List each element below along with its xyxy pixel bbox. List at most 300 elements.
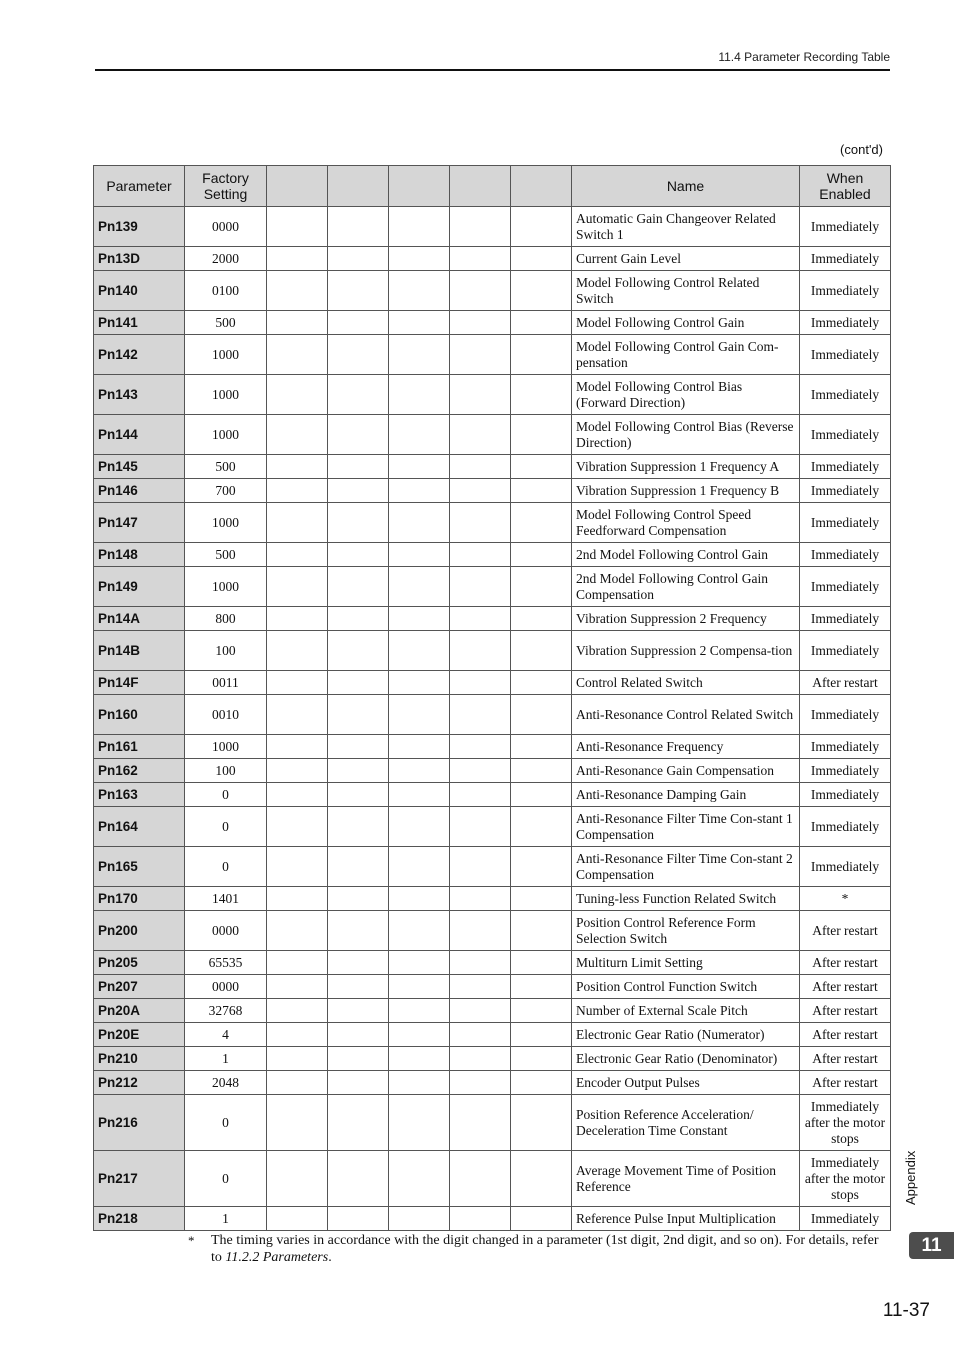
factory-setting-cell: 0100 bbox=[185, 271, 267, 311]
table-row bbox=[94, 1095, 891, 1151]
appendix-side-label: Appendix bbox=[903, 1150, 918, 1205]
record-cell-1 bbox=[267, 887, 328, 911]
record-cell-3 bbox=[389, 975, 450, 999]
record-cell-1 bbox=[267, 951, 328, 975]
record-cell-1 bbox=[267, 1207, 328, 1231]
parameter-code-cell: Pn212 bbox=[94, 1071, 185, 1095]
when-enabled-cell: After restart bbox=[800, 1071, 891, 1095]
when-enabled-cell: Immediately bbox=[800, 695, 891, 735]
table-row bbox=[94, 1047, 891, 1071]
record-cell-5 bbox=[511, 207, 572, 247]
record-cell-4 bbox=[450, 375, 511, 415]
record-cell-5 bbox=[511, 503, 572, 543]
parameter-name-cell: Anti-Resonance Gain Compensation bbox=[572, 759, 800, 783]
record-cell-1 bbox=[267, 247, 328, 271]
header-when-enabled: When Enabled bbox=[800, 166, 891, 207]
table-row bbox=[94, 1207, 891, 1231]
record-cell-3 bbox=[389, 271, 450, 311]
factory-setting-cell: 1401 bbox=[185, 887, 267, 911]
parameter-name-cell: Vibration Suppression 1 Frequency A bbox=[572, 455, 800, 479]
page-number: 11-37 bbox=[882, 1300, 930, 1321]
record-cell-2 bbox=[328, 1071, 389, 1095]
record-cell-2 bbox=[328, 607, 389, 631]
record-cell-1 bbox=[267, 455, 328, 479]
when-enabled-cell: Immediately bbox=[800, 207, 891, 247]
record-cell-2 bbox=[328, 455, 389, 479]
record-cell-5 bbox=[511, 1151, 572, 1207]
record-cell-2 bbox=[328, 415, 389, 455]
record-cell-5 bbox=[511, 1207, 572, 1231]
record-cell-2 bbox=[328, 503, 389, 543]
record-cell-3 bbox=[389, 1071, 450, 1095]
record-cell-2 bbox=[328, 999, 389, 1023]
when-enabled-cell: After restart bbox=[800, 671, 891, 695]
header-record-1 bbox=[267, 166, 328, 207]
parameter-name-cell: Anti-Resonance Damping Gain bbox=[572, 783, 800, 807]
header-rule bbox=[95, 69, 890, 71]
table-row bbox=[94, 975, 891, 999]
parameter-code-cell: Pn200 bbox=[94, 911, 185, 951]
table-row bbox=[94, 455, 891, 479]
record-cell-4 bbox=[450, 759, 511, 783]
factory-setting-cell: 1 bbox=[185, 1047, 267, 1071]
when-enabled-cell: Immediately bbox=[800, 479, 891, 503]
record-cell-2 bbox=[328, 1047, 389, 1071]
table-row bbox=[94, 807, 891, 847]
factory-setting-cell: 0 bbox=[185, 783, 267, 807]
record-cell-3 bbox=[389, 999, 450, 1023]
when-enabled-cell: Immediately bbox=[800, 415, 891, 455]
header-name: Name bbox=[572, 166, 800, 207]
record-cell-2 bbox=[328, 479, 389, 503]
record-cell-3 bbox=[389, 311, 450, 335]
parameter-code-cell: Pn160 bbox=[94, 695, 185, 735]
table-row bbox=[94, 911, 891, 951]
record-cell-2 bbox=[328, 887, 389, 911]
parameter-name-cell: Model Following Control Speed Feedforward Compensation bbox=[572, 503, 800, 543]
header-parameter: Parameter bbox=[94, 166, 185, 207]
table-row bbox=[94, 375, 891, 415]
record-cell-1 bbox=[267, 975, 328, 999]
record-cell-2 bbox=[328, 975, 389, 999]
record-cell-5 bbox=[511, 631, 572, 671]
record-cell-4 bbox=[450, 847, 511, 887]
record-cell-1 bbox=[267, 671, 328, 695]
record-cell-1 bbox=[267, 375, 328, 415]
record-cell-5 bbox=[511, 607, 572, 631]
record-cell-5 bbox=[511, 543, 572, 567]
factory-setting-cell: 500 bbox=[185, 311, 267, 335]
parameter-code-cell: Pn170 bbox=[94, 887, 185, 911]
parameter-code-cell: Pn216 bbox=[94, 1095, 185, 1151]
record-cell-1 bbox=[267, 847, 328, 887]
record-cell-2 bbox=[328, 671, 389, 695]
when-enabled-cell: Immediately bbox=[800, 375, 891, 415]
record-cell-4 bbox=[450, 735, 511, 759]
parameter-name-cell: Number of External Scale Pitch bbox=[572, 999, 800, 1023]
when-enabled-cell: Immediately bbox=[800, 335, 891, 375]
record-cell-5 bbox=[511, 455, 572, 479]
record-cell-5 bbox=[511, 271, 572, 311]
record-cell-3 bbox=[389, 887, 450, 911]
record-cell-3 bbox=[389, 695, 450, 735]
parameter-code-cell: Pn148 bbox=[94, 543, 185, 567]
factory-setting-cell: 500 bbox=[185, 543, 267, 567]
record-cell-4 bbox=[450, 911, 511, 951]
record-cell-3 bbox=[389, 415, 450, 455]
record-cell-2 bbox=[328, 951, 389, 975]
record-cell-1 bbox=[267, 807, 328, 847]
when-enabled-cell: Immediately bbox=[800, 543, 891, 567]
table-header-row bbox=[94, 166, 891, 207]
record-cell-1 bbox=[267, 479, 328, 503]
parameter-code-cell: Pn161 bbox=[94, 735, 185, 759]
parameter-code-cell: Pn164 bbox=[94, 807, 185, 847]
parameter-name-cell: Vibration Suppression 1 Frequency B bbox=[572, 479, 800, 503]
parameter-code-cell: Pn143 bbox=[94, 375, 185, 415]
record-cell-1 bbox=[267, 911, 328, 951]
table-row bbox=[94, 847, 891, 887]
record-cell-5 bbox=[511, 887, 572, 911]
factory-setting-cell: 2048 bbox=[185, 1071, 267, 1095]
factory-setting-cell: 65535 bbox=[185, 951, 267, 975]
when-enabled-cell: Immediately bbox=[800, 807, 891, 847]
record-cell-2 bbox=[328, 335, 389, 375]
record-cell-3 bbox=[389, 207, 450, 247]
when-enabled-cell: After restart bbox=[800, 999, 891, 1023]
record-cell-2 bbox=[328, 543, 389, 567]
record-cell-4 bbox=[450, 503, 511, 543]
footnote-end: . bbox=[328, 1250, 332, 1265]
record-cell-4 bbox=[450, 1071, 511, 1095]
factory-setting-cell: 1000 bbox=[185, 375, 267, 415]
record-cell-3 bbox=[389, 455, 450, 479]
record-cell-2 bbox=[328, 631, 389, 671]
record-cell-3 bbox=[389, 759, 450, 783]
record-cell-4 bbox=[450, 543, 511, 567]
table-row bbox=[94, 999, 891, 1023]
parameter-name-cell: 2nd Model Following Control Gain Compensation bbox=[572, 567, 800, 607]
parameter-code-cell: Pn165 bbox=[94, 847, 185, 887]
record-cell-5 bbox=[511, 735, 572, 759]
table-row bbox=[94, 1023, 891, 1047]
table-body bbox=[94, 207, 891, 1231]
parameter-code-cell: Pn145 bbox=[94, 455, 185, 479]
factory-setting-cell: 0000 bbox=[185, 207, 267, 247]
record-cell-5 bbox=[511, 311, 572, 335]
parameter-name-cell: Position Control Reference Form Selection Switch bbox=[572, 911, 800, 951]
header-record-5 bbox=[511, 166, 572, 207]
parameter-name-cell: Position Reference Acceleration/ Deceleration Time Constant bbox=[572, 1095, 800, 1151]
parameter-code-cell: Pn217 bbox=[94, 1151, 185, 1207]
when-enabled-cell: Immediately bbox=[800, 271, 891, 311]
record-cell-3 bbox=[389, 1151, 450, 1207]
parameter-name-cell: Automatic Gain Changeover Related Switch 1 bbox=[572, 207, 800, 247]
record-cell-3 bbox=[389, 1047, 450, 1071]
record-cell-5 bbox=[511, 1095, 572, 1151]
record-cell-4 bbox=[450, 783, 511, 807]
factory-setting-cell: 1000 bbox=[185, 335, 267, 375]
factory-setting-cell: 500 bbox=[185, 455, 267, 479]
when-enabled-cell: Immediately bbox=[800, 735, 891, 759]
record-cell-4 bbox=[450, 1047, 511, 1071]
when-enabled-cell: After restart bbox=[800, 1023, 891, 1047]
record-cell-5 bbox=[511, 759, 572, 783]
parameter-name-cell: Reference Pulse Input Multiplication bbox=[572, 1207, 800, 1231]
record-cell-1 bbox=[267, 1047, 328, 1071]
factory-setting-cell: 100 bbox=[185, 759, 267, 783]
record-cell-4 bbox=[450, 1207, 511, 1231]
record-cell-4 bbox=[450, 271, 511, 311]
record-cell-4 bbox=[450, 1023, 511, 1047]
parameter-name-cell: Electronic Gear Ratio (Numerator) bbox=[572, 1023, 800, 1047]
when-enabled-cell: Immediately bbox=[800, 503, 891, 543]
factory-setting-cell: 2000 bbox=[185, 247, 267, 271]
parameter-code-cell: Pn162 bbox=[94, 759, 185, 783]
header-factory-setting: Factory Setting bbox=[185, 166, 267, 207]
table-row bbox=[94, 695, 891, 735]
record-cell-5 bbox=[511, 479, 572, 503]
parameter-code-cell: Pn149 bbox=[94, 567, 185, 607]
record-cell-2 bbox=[328, 807, 389, 847]
table-row bbox=[94, 415, 891, 455]
when-enabled-cell: Immediately bbox=[800, 455, 891, 479]
when-enabled-cell: Immediately bbox=[800, 783, 891, 807]
factory-setting-cell: 0 bbox=[185, 1095, 267, 1151]
record-cell-2 bbox=[328, 271, 389, 311]
record-cell-4 bbox=[450, 455, 511, 479]
record-cell-4 bbox=[450, 1151, 511, 1207]
record-cell-4 bbox=[450, 311, 511, 335]
record-cell-2 bbox=[328, 311, 389, 335]
factory-setting-cell: 0011 bbox=[185, 671, 267, 695]
parameter-name-cell: Anti-Resonance Control Related Switch bbox=[572, 695, 800, 735]
record-cell-5 bbox=[511, 847, 572, 887]
parameter-table bbox=[93, 165, 891, 1231]
when-enabled-cell: After restart bbox=[800, 1047, 891, 1071]
factory-setting-cell: 0 bbox=[185, 847, 267, 887]
table-row bbox=[94, 1151, 891, 1207]
record-cell-3 bbox=[389, 247, 450, 271]
record-cell-3 bbox=[389, 807, 450, 847]
table-row bbox=[94, 271, 891, 311]
record-cell-1 bbox=[267, 503, 328, 543]
parameter-name-cell: Vibration Suppression 2 Compensa-tion bbox=[572, 631, 800, 671]
record-cell-2 bbox=[328, 207, 389, 247]
record-cell-5 bbox=[511, 1047, 572, 1071]
record-cell-2 bbox=[328, 1207, 389, 1231]
record-cell-3 bbox=[389, 543, 450, 567]
record-cell-1 bbox=[267, 607, 328, 631]
record-cell-5 bbox=[511, 1023, 572, 1047]
when-enabled-cell: After restart bbox=[800, 911, 891, 951]
record-cell-2 bbox=[328, 1023, 389, 1047]
when-enabled-cell: Immediately bbox=[800, 847, 891, 887]
when-enabled-cell: Immediately bbox=[800, 607, 891, 631]
record-cell-1 bbox=[267, 1071, 328, 1095]
factory-setting-cell: 700 bbox=[185, 479, 267, 503]
record-cell-3 bbox=[389, 847, 450, 887]
record-cell-3 bbox=[389, 631, 450, 671]
record-cell-2 bbox=[328, 735, 389, 759]
record-cell-1 bbox=[267, 1023, 328, 1047]
footnote-text-block bbox=[211, 1232, 881, 1266]
table-row bbox=[94, 1071, 891, 1095]
factory-setting-cell: 1000 bbox=[185, 415, 267, 455]
when-enabled-cell: * bbox=[800, 887, 891, 911]
table-row bbox=[94, 543, 891, 567]
table-row bbox=[94, 631, 891, 671]
record-cell-4 bbox=[450, 631, 511, 671]
factory-setting-cell: 0000 bbox=[185, 975, 267, 999]
parameter-code-cell: Pn20A bbox=[94, 999, 185, 1023]
factory-setting-cell: 1000 bbox=[185, 735, 267, 759]
parameter-name-cell: Anti-Resonance Filter Time Con-stant 2 Compensation bbox=[572, 847, 800, 887]
when-enabled-cell: After restart bbox=[800, 951, 891, 975]
record-cell-4 bbox=[450, 607, 511, 631]
record-cell-1 bbox=[267, 311, 328, 335]
record-cell-4 bbox=[450, 247, 511, 271]
parameter-code-cell: Pn218 bbox=[94, 1207, 185, 1231]
header-record-4 bbox=[450, 166, 511, 207]
factory-setting-cell: 0000 bbox=[185, 911, 267, 951]
parameter-name-cell: Control Related Switch bbox=[572, 671, 800, 695]
record-cell-2 bbox=[328, 1095, 389, 1151]
record-cell-5 bbox=[511, 375, 572, 415]
section-header: 11.4 Parameter Recording Table bbox=[718, 50, 890, 64]
record-cell-4 bbox=[450, 335, 511, 375]
record-cell-4 bbox=[450, 975, 511, 999]
when-enabled-cell: Immediately bbox=[800, 311, 891, 335]
record-cell-1 bbox=[267, 207, 328, 247]
record-cell-2 bbox=[328, 695, 389, 735]
parameter-name-cell: Encoder Output Pulses bbox=[572, 1071, 800, 1095]
record-cell-4 bbox=[450, 695, 511, 735]
record-cell-3 bbox=[389, 671, 450, 695]
record-cell-5 bbox=[511, 335, 572, 375]
record-cell-3 bbox=[389, 735, 450, 759]
record-cell-5 bbox=[511, 975, 572, 999]
record-cell-3 bbox=[389, 783, 450, 807]
table-row bbox=[94, 335, 891, 375]
record-cell-1 bbox=[267, 759, 328, 783]
record-cell-3 bbox=[389, 1095, 450, 1151]
record-cell-2 bbox=[328, 375, 389, 415]
record-cell-3 bbox=[389, 1207, 450, 1231]
record-cell-5 bbox=[511, 783, 572, 807]
parameter-name-cell: Model Following Control Bias (Reverse Direction) bbox=[572, 415, 800, 455]
record-cell-2 bbox=[328, 783, 389, 807]
table-row bbox=[94, 759, 891, 783]
record-cell-5 bbox=[511, 807, 572, 847]
record-cell-2 bbox=[328, 1151, 389, 1207]
parameter-name-cell: Model Following Control Related Switch bbox=[572, 271, 800, 311]
record-cell-1 bbox=[267, 567, 328, 607]
when-enabled-cell: Immediately after the motor stops bbox=[800, 1095, 891, 1151]
record-cell-3 bbox=[389, 479, 450, 503]
record-cell-1 bbox=[267, 415, 328, 455]
record-cell-2 bbox=[328, 247, 389, 271]
table-row bbox=[94, 735, 891, 759]
record-cell-1 bbox=[267, 335, 328, 375]
record-cell-5 bbox=[511, 567, 572, 607]
parameter-name-cell: Anti-Resonance Filter Time Con-stant 1 Compensation bbox=[572, 807, 800, 847]
record-cell-2 bbox=[328, 759, 389, 783]
factory-setting-cell: 1000 bbox=[185, 503, 267, 543]
parameter-name-cell: 2nd Model Following Control Gain bbox=[572, 543, 800, 567]
table-row bbox=[94, 783, 891, 807]
parameter-name-cell: Current Gain Level bbox=[572, 247, 800, 271]
record-cell-3 bbox=[389, 951, 450, 975]
record-cell-2 bbox=[328, 911, 389, 951]
record-cell-4 bbox=[450, 887, 511, 911]
parameter-code-cell: Pn147 bbox=[94, 503, 185, 543]
record-cell-4 bbox=[450, 999, 511, 1023]
record-cell-4 bbox=[450, 567, 511, 607]
table-row bbox=[94, 207, 891, 247]
factory-setting-cell: 32768 bbox=[185, 999, 267, 1023]
parameter-name-cell: Position Control Function Switch bbox=[572, 975, 800, 999]
table-row bbox=[94, 887, 891, 911]
parameter-code-cell: Pn142 bbox=[94, 335, 185, 375]
record-cell-5 bbox=[511, 999, 572, 1023]
when-enabled-cell: After restart bbox=[800, 975, 891, 999]
table-row bbox=[94, 311, 891, 335]
footnote-reference-link[interactable]: 11.2.2 Parameters bbox=[225, 1250, 329, 1265]
parameter-code-cell: Pn163 bbox=[94, 783, 185, 807]
table-row bbox=[94, 479, 891, 503]
record-cell-3 bbox=[389, 911, 450, 951]
when-enabled-cell: Immediately bbox=[800, 1207, 891, 1231]
header-record-2 bbox=[328, 166, 389, 207]
record-cell-4 bbox=[450, 807, 511, 847]
parameter-code-cell: Pn146 bbox=[94, 479, 185, 503]
record-cell-5 bbox=[511, 415, 572, 455]
factory-setting-cell: 100 bbox=[185, 631, 267, 671]
record-cell-2 bbox=[328, 847, 389, 887]
parameter-name-cell: Average Movement Time of Position Reference bbox=[572, 1151, 800, 1207]
parameter-code-cell: Pn14B bbox=[94, 631, 185, 671]
record-cell-4 bbox=[450, 415, 511, 455]
record-cell-1 bbox=[267, 783, 328, 807]
record-cell-4 bbox=[450, 951, 511, 975]
parameter-code-cell: Pn14F bbox=[94, 671, 185, 695]
parameter-code-cell: Pn210 bbox=[94, 1047, 185, 1071]
parameter-code-cell: Pn14A bbox=[94, 607, 185, 631]
table-row bbox=[94, 247, 891, 271]
record-cell-3 bbox=[389, 503, 450, 543]
factory-setting-cell: 0010 bbox=[185, 695, 267, 735]
footnote-text: The timing varies in accordance with the digit changed in a parameter (1st digit, 2nd digit, and so on). For details, refer to bbox=[211, 1233, 879, 1265]
when-enabled-cell: Immediately bbox=[800, 631, 891, 671]
table-row bbox=[94, 671, 891, 695]
chapter-tab: 11 bbox=[909, 1232, 954, 1259]
parameter-code-cell: Pn139 bbox=[94, 207, 185, 247]
record-cell-1 bbox=[267, 543, 328, 567]
parameter-name-cell: Model Following Control Gain Com-pensation bbox=[572, 335, 800, 375]
record-cell-4 bbox=[450, 207, 511, 247]
factory-setting-cell: 4 bbox=[185, 1023, 267, 1047]
when-enabled-cell: Immediately after the motor stops bbox=[800, 1151, 891, 1207]
record-cell-1 bbox=[267, 1095, 328, 1151]
parameter-code-cell: Pn141 bbox=[94, 311, 185, 335]
parameter-name-cell: Vibration Suppression 2 Frequency bbox=[572, 607, 800, 631]
record-cell-4 bbox=[450, 1095, 511, 1151]
parameter-code-cell: Pn205 bbox=[94, 951, 185, 975]
table-row bbox=[94, 951, 891, 975]
factory-setting-cell: 0 bbox=[185, 807, 267, 847]
parameter-code-cell: Pn144 bbox=[94, 415, 185, 455]
